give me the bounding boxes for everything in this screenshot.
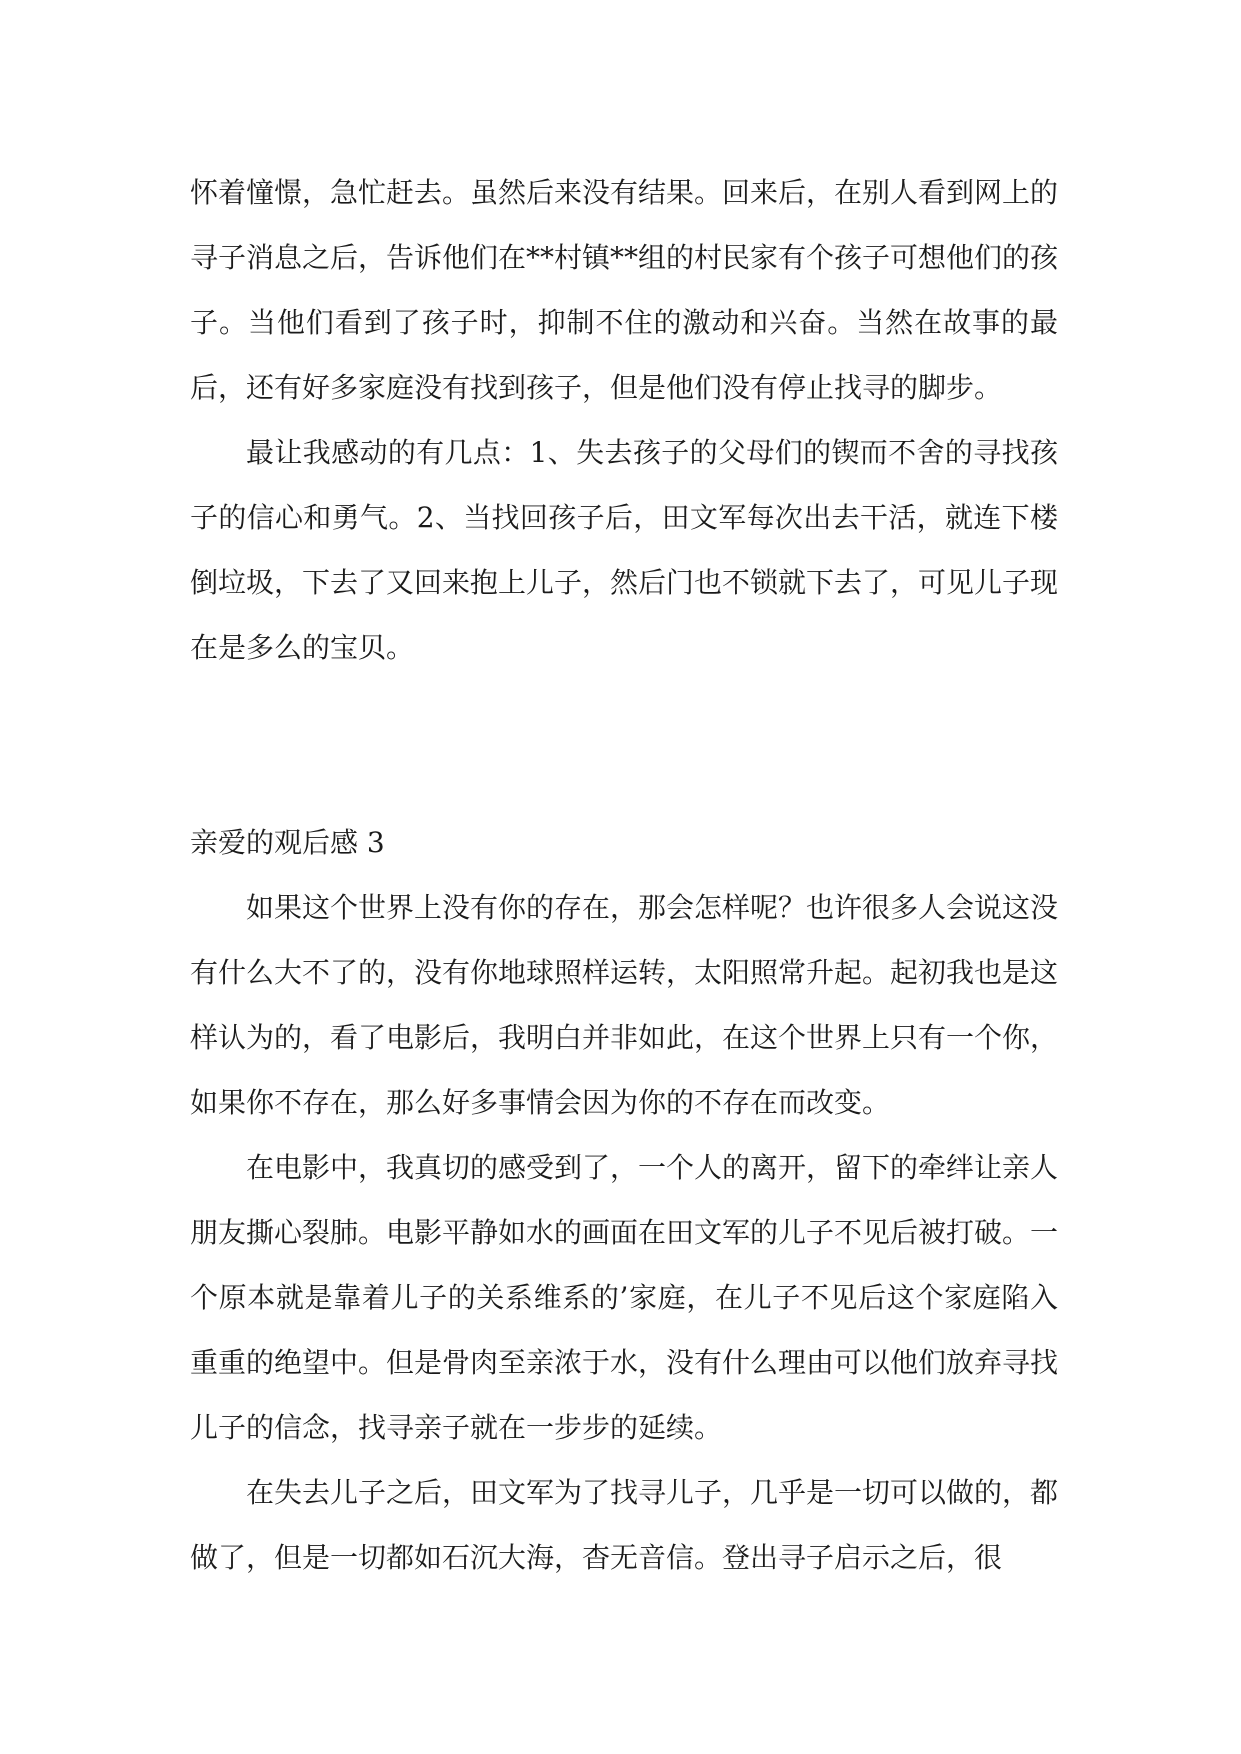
- paragraph-continuation: 怀着憧憬，急忙赶去。虽然后来没有结果。回来后，在别人看到网上的寻子消息之后，告诉他们在**村镇**组的村民家有个孩子可想他们的孩子。当他们看到了孩子时，抑制不住的激动和兴奋。当然在故事的最后，还有好多家庭没有找到孩子，但是他们没有停止找寻的脚步。: [190, 176, 1059, 404]
- paragraph-after-losing-son: 在失去儿子之后，田文军为了找寻儿子，几乎是一切可以做的，都做了，但是一切都如石沉大海，杳无音信。登出寻子启示之后，很: [190, 1476, 1059, 1574]
- document-body: [190, 160, 1058, 1590]
- section-heading: 亲爱的观后感 3: [190, 826, 385, 859]
- paragraph-in-the-film: 在电影中，我真切的感受到了，一个人的离开，留下的牵绊让亲人朋友撕心裂肺。电影平静如水的画面在田文军的儿子不见后被打破。一个原本就是靠着儿子的关系维系的’家庭，在儿子不见后这个家庭陷入重重的绝望中。但是骨肉至亲浓于水，没有什么理由可以他们放弃寻找儿子的信念，找寻亲子就在一步步的延续。: [190, 1151, 1059, 1444]
- paragraph-world-without-you: 如果这个世界上没有你的存在，那会怎样呢？也许很多人会说这没有什么大不了的，没有你地球照样运转，太阳照常升起。起初我也是这样认为的，看了电影后，我明白并非如此，在这个世界上只有一个你，如果你不存在，那么好多事情会因为你的不存在而改变。: [190, 891, 1059, 1119]
- paragraph-touching-points: 最让我感动的有几点：1、失去孩子的父母们的锲而不舍的寻找孩子的信心和勇气。2、当找回孩子后，田文军每次出去干活，就连下楼倒垃圾，下去了又回来抱上儿子，然后门也不锁就下去了，可见儿子现在是多么的宝贝。: [190, 436, 1059, 664]
- section-spacer: [190, 680, 1058, 810]
